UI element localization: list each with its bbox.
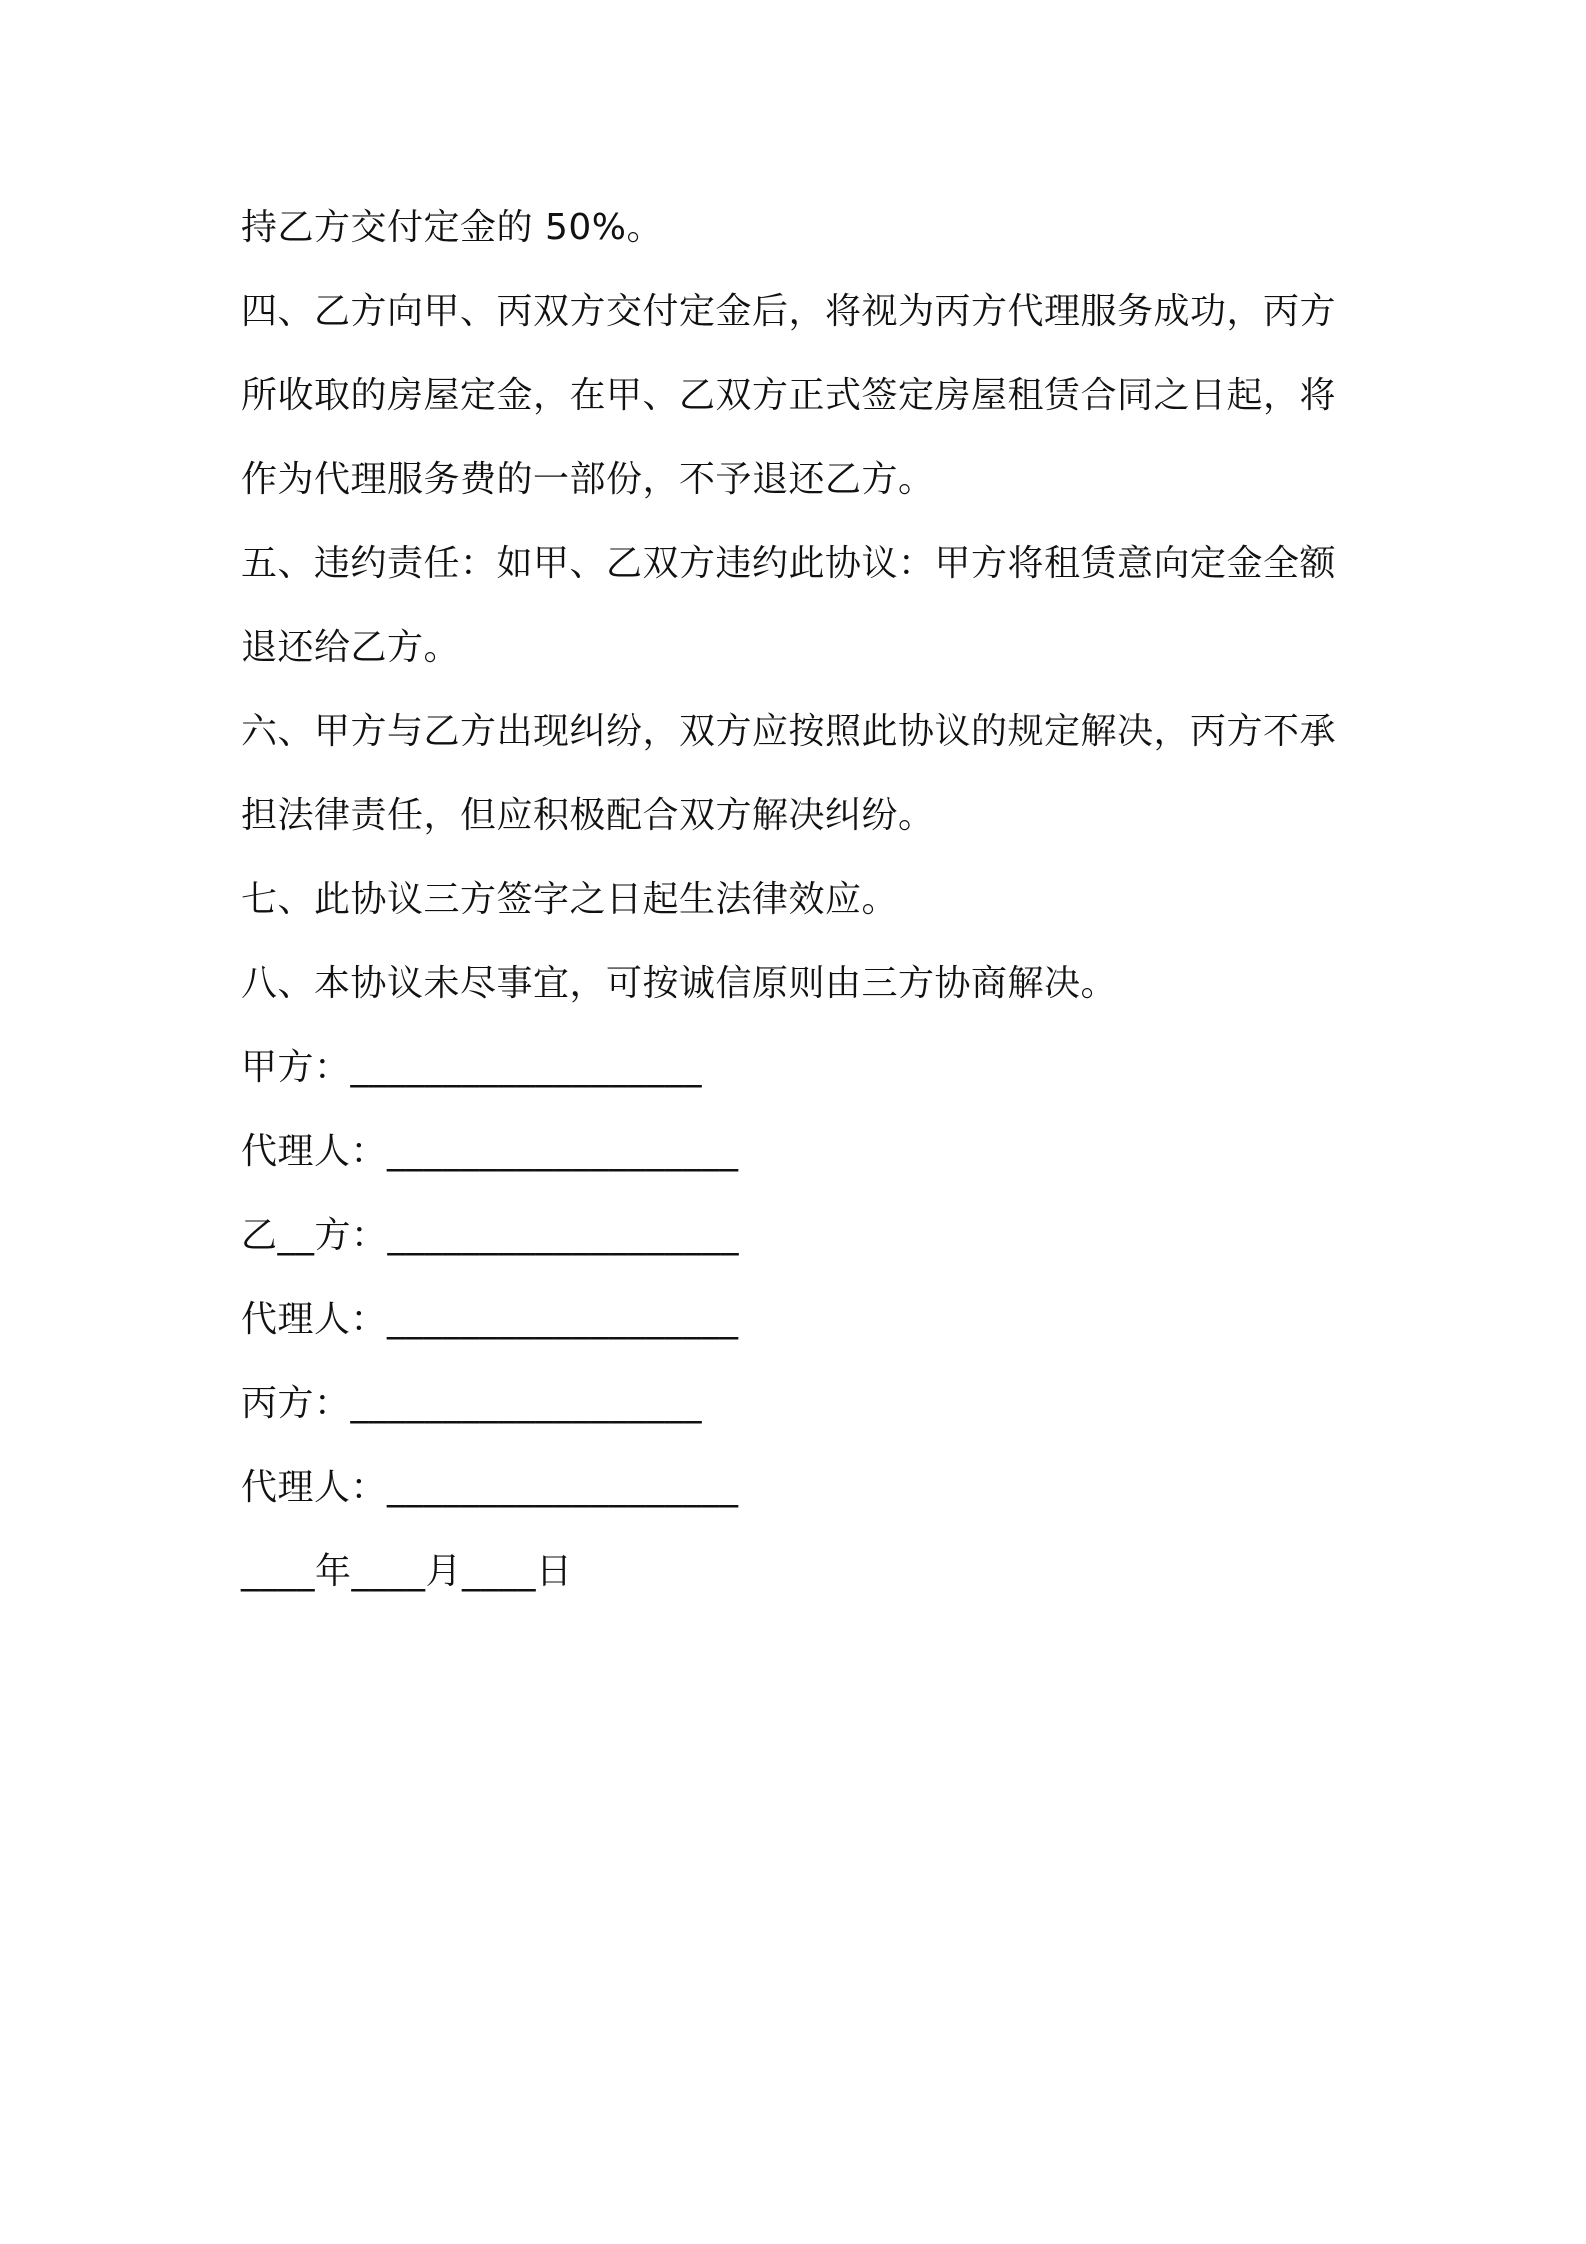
clause-5-line-2: 退还给乙方。 xyxy=(241,627,461,668)
clause-6-line-2: 担法律责任，但应积极配合双方解决纠纷。 xyxy=(241,795,935,836)
clause-4-line-2: 所收取的房屋定金，在甲、乙双方正式签定房屋租赁合同之日起，将 xyxy=(241,375,1337,416)
clause-5-line-1: 五、违约责任：如甲、乙双方违约此协议：甲方将租赁意向定金全额 xyxy=(241,543,1337,584)
signature-party-a: 甲方：___________________ xyxy=(241,1047,703,1088)
signature-agent-c: 代理人：___________________ xyxy=(241,1467,739,1508)
signature-party-c: 丙方：___________________ xyxy=(241,1383,703,1424)
clause-4-line-3: 作为代理服务费的一部份，不予退还乙方。 xyxy=(241,459,935,500)
clause-8: 八、本协议未尽事宜，可按诚信原则由三方协商解决。 xyxy=(241,963,1118,1004)
signature-agent-a: 代理人：___________________ xyxy=(241,1131,739,1172)
document-body xyxy=(241,198,1361,1626)
signature-party-b: 乙__方：___________________ xyxy=(241,1215,740,1256)
clause-4-line-1: 四、乙方向甲、丙双方交付定金后，将视为丙方代理服务成功，丙方 xyxy=(241,291,1337,332)
signature-date: ____年____月____日 xyxy=(241,1551,573,1592)
signature-agent-b: 代理人：___________________ xyxy=(241,1299,739,1340)
clause-7: 七、此协议三方签字之日起生法律效应。 xyxy=(241,879,899,920)
clause-6-line-1: 六、甲方与乙方出现纠纷，双方应按照此协议的规定解决，丙方不承 xyxy=(241,711,1337,752)
text-line: 持乙方交付定金的 50%。 xyxy=(241,207,663,248)
